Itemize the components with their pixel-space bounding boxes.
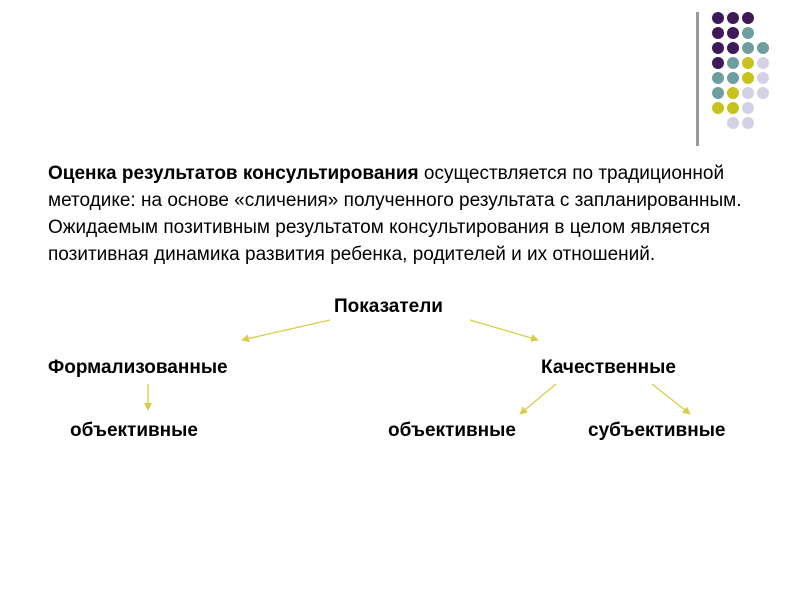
intro-paragraph xyxy=(48,160,748,268)
decorative-dot xyxy=(757,42,769,54)
decorative-dot xyxy=(742,102,754,114)
diagram-node-qualitative: Качественные xyxy=(541,357,676,378)
decorative-dot xyxy=(727,102,739,114)
decorative-dot xyxy=(712,12,724,24)
decorative-dot xyxy=(712,72,724,84)
decorative-dot xyxy=(742,117,754,129)
decorative-dot xyxy=(742,87,754,99)
decorative-dot xyxy=(727,117,739,129)
decorative-dot xyxy=(712,42,724,54)
decorative-dot xyxy=(727,42,739,54)
decorative-dot xyxy=(727,27,739,39)
decorative-dot xyxy=(742,72,754,84)
diagram-node-qualitative-subjective: субъективные xyxy=(588,420,726,441)
decorative-dot xyxy=(712,87,724,99)
decorative-dot xyxy=(742,12,754,24)
diagram-node-qualitative-objective: объективные xyxy=(388,420,516,441)
intro-paragraph-text: осуществляется по традиционной методике: на основе «сличения» полученного результата с запланированным. Ожидаемым позитивным результатом консультирования в целом является позитивная динамика развития ребенка, родителей и их отношений. xyxy=(48,163,742,265)
diagram-node-indicators: Показатели xyxy=(334,296,443,317)
decorative-dot xyxy=(742,57,754,69)
decorative-dot xyxy=(727,72,739,84)
decorative-dot xyxy=(757,72,769,84)
decorative-dot xyxy=(712,27,724,39)
decorative-dot xyxy=(757,87,769,99)
decorative-dot xyxy=(712,102,724,114)
decorative-dot xyxy=(727,57,739,69)
decorative-dot xyxy=(727,12,739,24)
decorative-dot xyxy=(712,57,724,69)
decorative-dot xyxy=(742,27,754,39)
decorative-dot xyxy=(742,42,754,54)
intro-paragraph-bold: Оценка результатов консультирования xyxy=(48,163,419,184)
diagram-node-formalized: Формализованные xyxy=(48,357,228,378)
decorative-dot xyxy=(727,87,739,99)
decorative-divider-line xyxy=(696,12,699,146)
diagram-node-formalized-objective: объективные xyxy=(70,420,198,441)
decorative-dot xyxy=(757,57,769,69)
